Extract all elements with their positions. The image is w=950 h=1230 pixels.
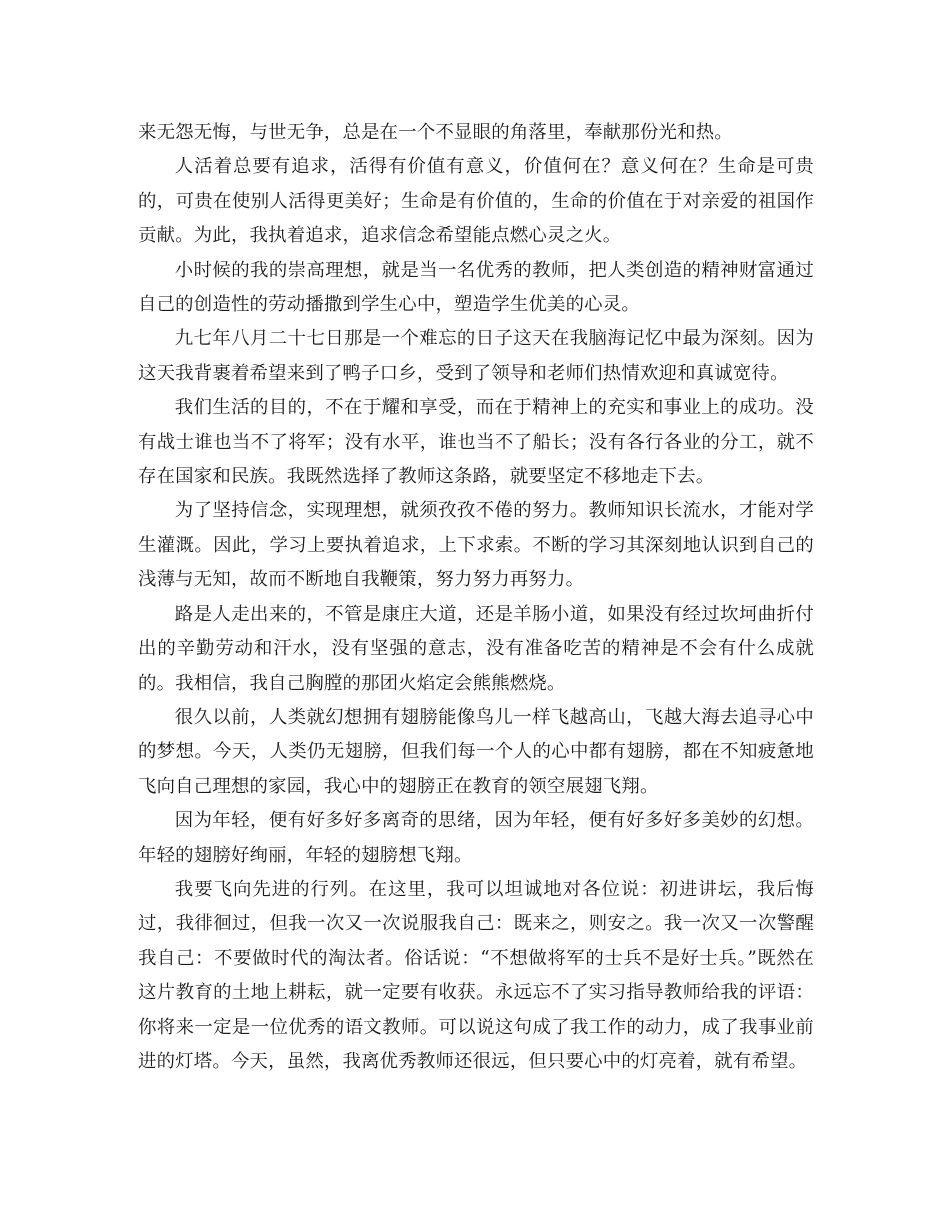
paragraph: 路是人走出来的，不管是康庄大道，还是羊肠小道，如果没有经过坎坷曲折付出的辛勤劳动和汗水，没有坚强的意志，没有准备吃苦的精神是不会有什么成就的。我相信，我自己胸膛的那团火焰定会熊熊燃烧。: [138, 603, 814, 694]
paragraph: 为了坚持信念，实现理想，就须孜孜不倦的努力。教师知识长流水，才能对学生灌溉。因此，学习上要执着追求，上下求索。不断的学习其深刻地认识到自己的浅薄与无知，故而不断地自我鞭策，努力努力再努力。: [138, 500, 814, 591]
paragraph: 我们生活的目的，不在于耀和享受，而在于精神上的充实和事业上的成功。没有战士谁也当不了将军；没有水平，谁也当不了船长；没有各行各业的分工，就不存在国家和民族。我既然选择了教师这条路，就要坚定不移地走下去。: [138, 397, 814, 488]
paragraph: 我要飞向先进的行列。在这里，我可以坦诚地对各位说：初进讲坛，我后悔过，我徘徊过，但我一次又一次说服我自己：既来之，则安之。我一次又一次警醒我自己：不要做时代的淘汰者。俗话说：“不想做将军的士兵不是好士兵。”既然在这片教育的土地上耕耘，就一定要有收获。永远忘不了实习指导教师给我的评语：你将来一定是一位优秀的语文教师。可以说这句成了我工作的动力，成了我事业前进的灯塔。今天，虽然，我离优秀教师还很远，但只要心中的灯亮着，就有希望。: [138, 878, 814, 1072]
paragraph: 小时候的我的崇高理想，就是当一名优秀的教师，把人类创造的精神财富通过自己的创造性的劳动播撒到学生心中，塑造学生优美的心灵。: [138, 259, 814, 316]
paragraph: 九七年八月二十七日那是一个难忘的日子这天在我脑海记忆中最为深刻。因为这天我背裹着希望来到了鸭子口乡，受到了领导和老师们热情欢迎和真诚宽待。: [138, 328, 814, 384]
paragraph: 很久以前，人类就幻想拥有翅膀能像鸟儿一样飞越高山，飞越大海去追寻心中的梦想。今天，人类仍无翅膀，但我们每一个人的心中都有翅膀，都在不知疲惫地飞向自己理想的家园，我心中的翅膀正在教育的领空展翅飞翔。: [138, 706, 814, 797]
document-body: [138, 116, 814, 1079]
paragraph: 来无怨无悔，与世无争，总是在一个不显眼的角落里，奉献那份光和热。: [138, 122, 733, 143]
paragraph: 人活着总要有追求，活得有价值有意义，价值何在？意义何在？生命是可贵的，可贵在使别人活得更美好；生命是有价值的，生命的价值在于对亲爱的祖国作贡献。为此，我执着追求，追求信念希望能点燃心灵之火。: [138, 156, 814, 247]
paragraph: 因为年轻，便有好多好多离奇的思绪，因为年轻，便有好多好多美妙的幻想。年轻的翅膀好绚丽，年轻的翅膀想飞翔。: [138, 810, 814, 866]
